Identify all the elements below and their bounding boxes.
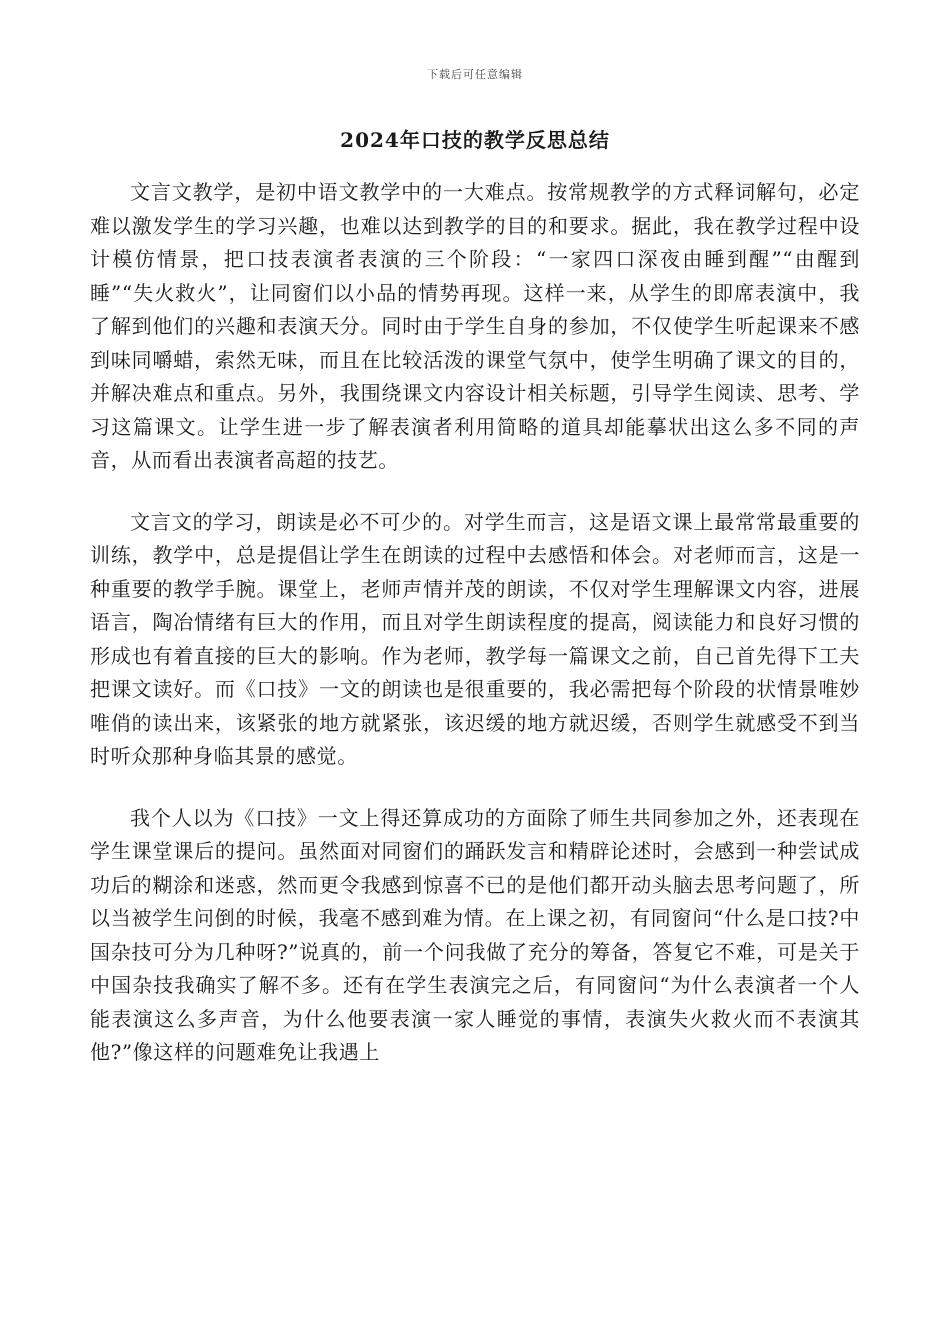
header-note: 下载后可任意编辑	[427, 68, 523, 81]
paragraph-3: 我个人以为《口技》一文上得还算成功的方面除了师生共同参加之外，还表现在学生课堂课后的提问。虽然面对同窗们的踊跃发言和精辟论述时，会感到一种尝试成功后的糊涂和迷惑，然而更令我感到惊喜不已的是他们都开动头脑去思考问题了，所以当被学生问倒的时候，我毫不感到难为情。在上课之初，有同窗问“什么是口技?中国杂技可分为几种呀?”说真的，前一个问我做了充分的筹备，答复它不难，可是关于中国杂技我确实了解不多。还有在学生表演完之后，有同窗问“为什么表演者一个人能表演这么多声音，为什么他要表演一家人睡觉的事情，表演失火救火而不表演其他?”像这样的问题难免让我遇上	[90, 805, 860, 1064]
page-title: 2024年口技的教学反思总结	[340, 128, 610, 152]
paragraph-2: 文言文的学习，朗读是必不可少的。对学生而言，这是语文课上最常常最重要的训练，教学中，总是提倡让学生在朗读的过程中去感悟和体会。对老师而言，这是一种重要的教学手腕。课堂上，老师声情并茂的朗读，不仅对学生理解课文内容，进展语言，陶冶情绪有巨大的作用，而且对学生朗读程度的提高，阅读能力和良好习惯的形成也有着直接的巨大的影响。作为老师，教学每一篇课文之前，自己首先得下工夫把课文读好。而《口技》一文的朗读也是很重要的，我必需把每个阶段的状情景唯妙唯俏的读出来，该紧张的地方就紧张，该迟缓的地方就迟缓，否则学生就感受不到当时听众那种身临其景的感觉。	[90, 509, 860, 768]
document-body	[90, 176, 860, 1098]
paragraph-1: 文言文教学，是初中语文教学中的一大难点。按常规教学的方式释词解句，必定难以激发学生的学习兴趣，也难以达到教学的目的和要求。据此，我在教学过程中设计模仿情景，把口技表演者表演的三个阶段：“一家四口深夜由睡到醒”“由醒到睡”“失火救火”，让同窗们以小品的情势再现。这样一来，从学生的即席表演中，我了解到他们的兴趣和表演天分。同时由于学生自身的参加，不仅使学生听起课来不感到味同嚼蜡，索然无味，而且在比较活泼的课堂气氛中，使学生明确了课文的目的，并解决难点和重点。另外，我围绕课文内容设计相关标题，引导学生阅读、思考、学习这篇课文。让学生进一步了解表演者利用简略的道具却能摹状出这么多不同的声音，从而看出表演者高超的技艺。	[90, 180, 860, 472]
